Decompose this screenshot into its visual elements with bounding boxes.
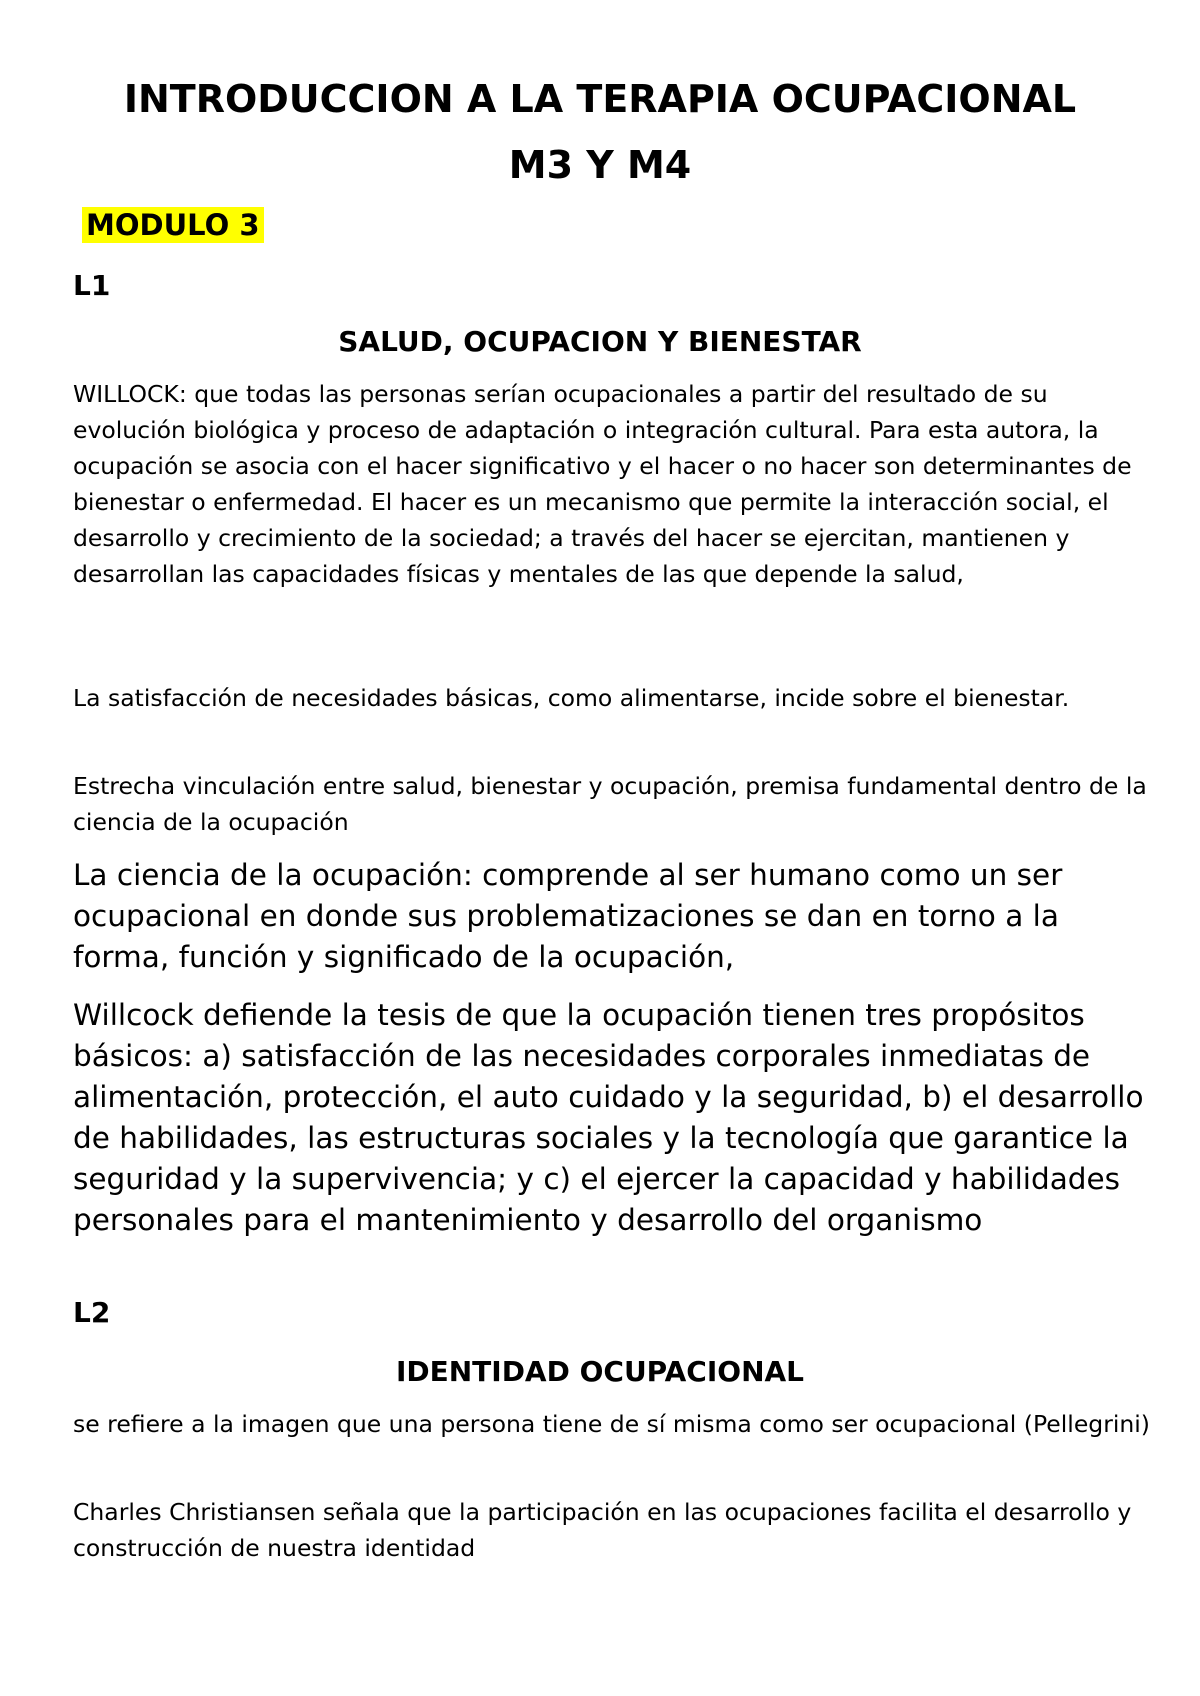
paragraph-necesidades: La satisfacción de necesidades básicas, como alimentarse, incide sobre el bienestar. — [73, 684, 1070, 712]
paragraph-vinculacion: Estrecha vinculación entre salud, bienestar y ocupación, premisa fundamental dentro de la ciencia de la ocupación — [73, 772, 1147, 836]
lesson-label-l1: L1 — [73, 269, 111, 302]
paragraph-ciencia-ocupacion: La ciencia de la ocupación: comprende al ser humano como un ser ocupacional en donde sus problematizaciones se dan en torno a la forma, función y significado de la ocupación, — [73, 858, 1063, 974]
paragraph-willock: WILLOCK: que todas las personas serían ocupacionales a partir del resultado de su evolución biológica y proceso de adaptación o integración cultural. Para esta autora, la ocupación se asocia con el hacer significativo y el hacer o no hacer son determinantes de bienestar o enfermedad. El hacer es un mecanismo que permite la interacción social, el desarrollo y crecimiento de la sociedad; a través del hacer se ejercitan, mantienen y desarrollan las capacidades físicas y mentales de las que depende la salud, — [73, 380, 1132, 588]
module-label: MODULO 3 — [82, 207, 264, 243]
paragraph-identidad-definicion: se refiere a la imagen que una persona tiene de sí misma como ser ocupacional (Pellegrini) — [73, 1410, 1150, 1438]
section-heading-salud: SALUD, OCUPACION Y BIENESTAR — [338, 325, 862, 358]
document-title: INTRODUCCION A LA TERAPIA OCUPACIONAL — [123, 77, 1077, 121]
paragraph-willcock-tesis: Willcock defiende la tesis de que la ocupación tienen tres propósitos básicos: a) satisfacción de las necesidades corporales inmediatas de alimentación, protección, el auto cuidado y la seguridad, b) el desarrollo de habilidades, las estructuras sociales y la tecnología que garantice la seguridad y la supervivencia; y c) el ejercer la capacidad y habilidades personales para el mantenimiento y desarrollo del organismo — [73, 998, 1144, 1237]
document-subtitle: M3 Y M4 — [508, 143, 692, 187]
section-heading-identidad: IDENTIDAD OCUPACIONAL — [395, 1355, 805, 1388]
lesson-label-l2: L2 — [73, 1296, 111, 1329]
paragraph-christiansen: Charles Christiansen señala que la participación en las ocupaciones facilita el desarrollo y construcción de nuestra identidad — [73, 1498, 1132, 1562]
